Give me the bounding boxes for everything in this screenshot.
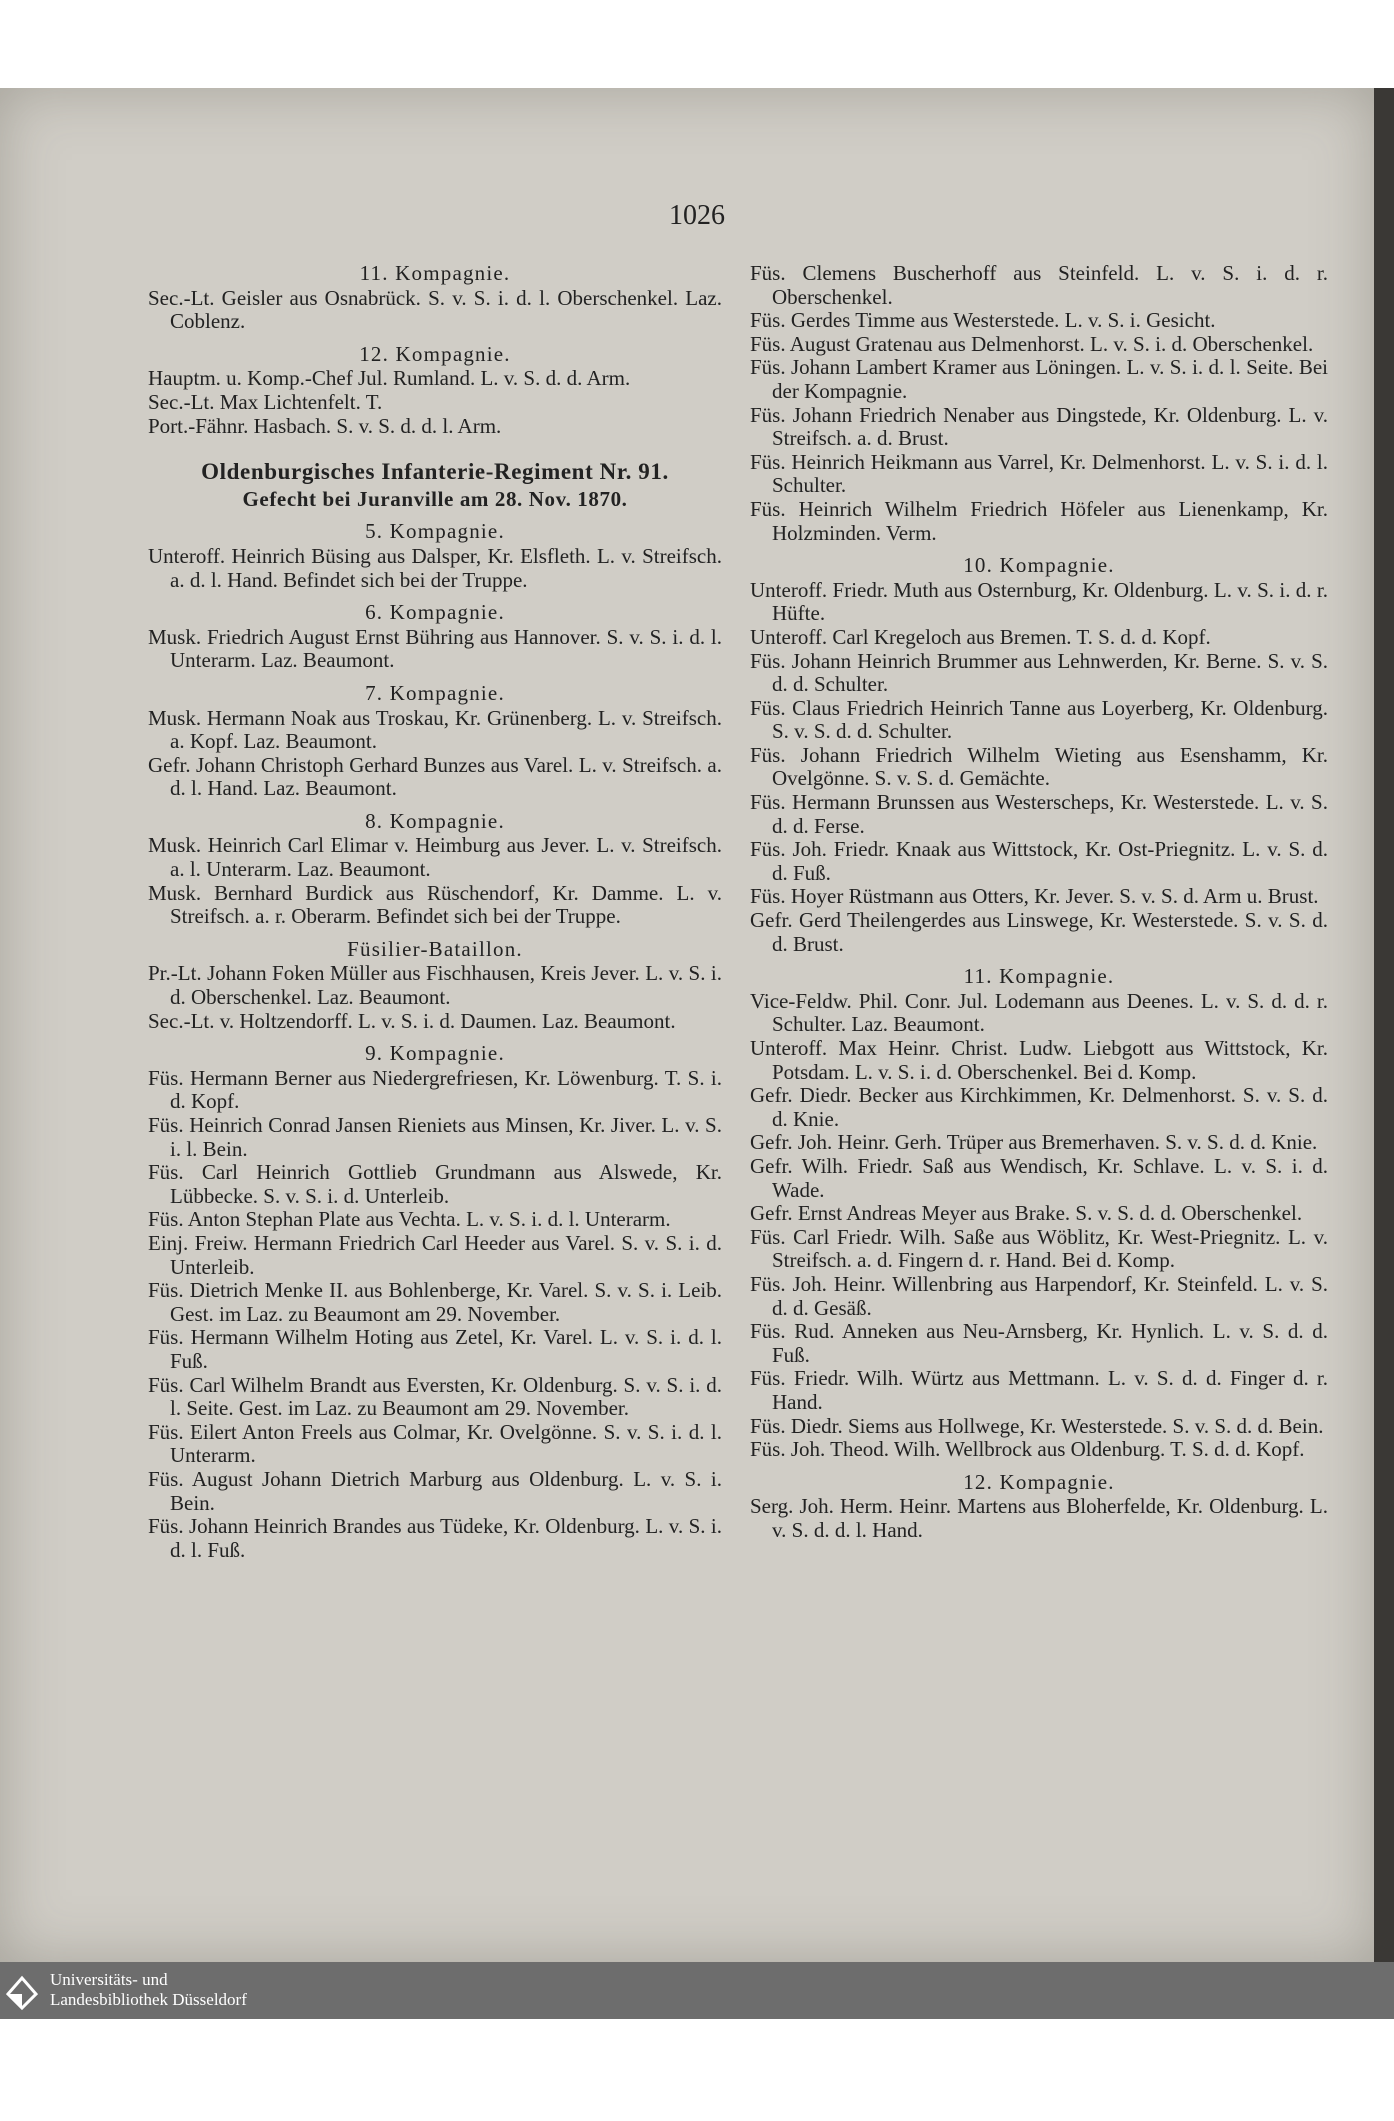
right-column [750,262,1328,1542]
casualty-entry: Füs. Johann Friedrich Wilhelm Wieting aus Esenshamm, Kr. Ovelgönne. S. v. S. d. Gemächte. [750,742,1328,791]
casualty-entry: Unteroff. Friedr. Muth aus Osternburg, Kr. Oldenburg. L. v. S. i. d. r. Hüfte. [750,577,1328,626]
company-heading: 11. Kompagnie. [359,261,511,285]
casualty-entry: Füs. Johann Friedrich Nenaber aus Dingstede, Kr. Oldenburg. L. v. Streifsch. a. d. Brust. [750,402,1328,451]
casualty-entry: Gefr. Ernst Andreas Meyer aus Brake. S. v. S. d. d. Oberschenkel. [750,1201,1303,1226]
casualty-entry: Füs. Claus Friedrich Heinrich Tanne aus Loyerberg, Kr. Oldenburg. S. v. S. d. d. Schulter. [750,695,1328,744]
casualty-entry: Gefr. Johann Christoph Gerhard Bunzes aus Varel. L. v. Streifsch. a. d. l. Hand. Laz. Beaumont. [148,752,722,801]
casualty-entry: Gefr. Diedr. Becker aus Kirchkimmen, Kr. Delmenhorst. S. v. S. d. d. Knie. [750,1083,1328,1131]
casualty-entry: Füs. Carl Heinrich Gottlieb Grundmann aus Alswede, Kr. Lübbecke. S. v. S. i. d. Unterleib. [148,1160,722,1208]
casualty-entry: Gefr. Wilh. Friedr. Saß aus Wendisch, Kr. Schlave. L. v. S. i. d. Wade. [750,1153,1328,1202]
casualty-entry: Serg. Joh. Herm. Heinr. Martens aus Bloherfelde, Kr. Oldenburg. L. v. S. d. d. l. Hand. [750,1494,1328,1542]
company-heading: Füsilier-Bataillon. [347,936,523,961]
casualty-entry: Füs. Gerdes Timme aus Westerstede. L. v. S. i. Gesicht. [750,308,1216,333]
regiment-heading: Oldenburgisches Infanterie-Regiment Nr. 91. [201,459,669,485]
casualty-entry: Sec.-Lt. v. Holtzendorff. L. v. S. i. d. Daumen. Laz. Beaumont. [148,1008,676,1033]
casualty-entry: Füs. August Gratenau aus Delmenhorst. L. v. S. i. d. Oberschenkel. [750,331,1314,356]
casualty-entry: Füs. Heinrich Heikmann aus Varrel, Kr. Delmenhorst. L. v. S. i. d. l. Schulter. [750,449,1328,498]
company-heading: 10. Kompagnie. [963,553,1115,578]
casualty-entry: Musk. Bernhard Burdick aus Rüschendorf, Kr. Damme. L. v. Streifsch. a. r. Oberarm. Befindet sich bei der Truppe. [148,880,722,929]
company-heading: 8. Kompagnie. [365,808,505,833]
company-heading: 9. Kompagnie. [365,1041,505,1066]
casualty-entry: Sec.-Lt. Max Lichtenfelt. T. [148,389,383,414]
battle-heading: Gefecht bei Juranville am 28. Nov. 1870. [242,486,628,511]
casualty-entry: Pr.-Lt. Johann Foken Müller aus Fischhausen, Kreis Jever. L. v. S. i. d. Oberschenkel. Laz. Beaumont. [148,961,722,1010]
casualty-entry: Unteroff. Carl Kregeloch aus Bremen. T. S. d. d. Kopf. [750,624,1211,649]
casualty-entry: Gefr. Gerd Theilengerdes aus Linswege, Kr. Westerstede. S. v. S. d. d. Brust. [750,908,1328,956]
library-logo-icon [4,1972,40,2010]
casualty-entry: Musk. Heinrich Carl Elimar v. Heimburg aus Jever. L. v. Streifsch. a. l. Unterarm. Laz. Beaumont. [148,833,722,882]
casualty-entry: Gefr. Joh. Heinr. Gerh. Trüper aus Bremerhaven. S. v. S. d. d. Knie. [750,1130,1318,1155]
casualty-entry: Füs. Hermann Brunssen aus Westerscheps, Kr. Westerstede. L. v. S. d. d. Ferse. [750,790,1328,838]
casualty-entry: Füs. Hoyer Rüstmann aus Otters, Kr. Jever. S. v. S. d. Arm u. Brust. [750,884,1319,909]
library-footer [0,1962,1394,2019]
casualty-entry: Füs. Carl Wilhelm Brandt aus Eversten, Kr. Oldenburg. S. v. S. i. d. l. Seite. Gest. im Laz. zu Beaumont am 29. November. [148,1372,722,1421]
casualty-entry: Füs. Eilert Anton Freels aus Colmar, Kr. Ovelgönne. S. v. S. i. d. l. Unterarm. [148,1419,722,1468]
company-heading: 5. Kompagnie. [365,519,505,544]
casualty-entry: Füs. Rud. Anneken aus Neu-Arnsberg, Kr. Hynlich. L. v. S. d. d. Fuß. [750,1319,1328,1367]
casualty-entry: Füs. Joh. Theod. Wilh. Wellbrock aus Oldenburg. T. S. d. d. Kopf. [750,1437,1305,1462]
casualty-entry: Füs. Joh. Friedr. Knaak aus Wittstock, Kr. Ost-Priegnitz. L. v. S. d. d. Fuß. [750,837,1328,885]
casualty-entry: Füs. Heinrich Wilhelm Friedrich Höfeler aus Lienenkamp, Kr. Holzminden. Verm. [750,496,1328,545]
casualty-entry: Musk. Hermann Noak aus Troskau, Kr. Grünenberg. L. v. Streifsch. a. Kopf. Laz. Beaumont. [148,705,722,754]
company-heading: 12. Kompagnie. [359,341,511,366]
casualty-entry: Unteroff. Heinrich Büsing aus Dalsper, Kr. Elsfleth. L. v. Streifsch. a. d. l. Hand. Befindet sich bei der Truppe. [148,543,722,592]
casualty-entry: Füs. Anton Stephan Plate aus Vechta. L. v. S. i. d. l. Unterarm. [148,1207,671,1232]
casualty-entry: Füs. Heinrich Conrad Jansen Rieniets aus Minsen, Kr. Jiver. L. v. S. i. l. Bein. [148,1113,722,1161]
casualty-entry: Vice-Feldw. Phil. Conr. Jul. Lodemann aus Deenes. L. v. S. d. d. r. Schulter. Laz. Beaumont. [750,988,1328,1037]
casualty-entry: Füs. Dietrich Menke II. aus Bohlenberge, Kr. Varel. S. v. S. i. Leib. Gest. im Laz. zu Beaumont am 29. November. [148,1278,722,1326]
casualty-entry: Einj. Freiw. Hermann Friedrich Carl Heeder aus Varel. S. v. S. i. d. Unterleib. [148,1230,722,1279]
library-name-line-1: Universitäts- und [50,1970,168,1989]
company-heading: 12. Kompagnie. [963,1469,1115,1494]
company-heading: 11. Kompagnie. [963,964,1115,989]
casualty-entry: Füs. Carl Friedr. Wilh. Saße aus Wöblitz, Kr. West-Priegnitz. L. v. Streifsch. a. d. Fingern d. r. Hand. Bei d. Komp. [750,1224,1328,1273]
page-edge-shadow [1374,88,1394,1962]
casualty-entry: Füs. Johann Heinrich Brummer aus Lehnwerden, Kr. Berne. S. v. S. d. d. Schulter. [750,648,1328,697]
casualty-entry: Hauptm. u. Komp.-Chef Jul. Rumland. L. v. S. d. d. Arm. [148,366,631,391]
left-column [148,262,722,1562]
casualty-entry: Musk. Friedrich August Ernst Bühring aus Hannover. S. v. S. i. d. l. Unterarm. Laz. Beaumont. [148,624,722,673]
casualty-entry: Füs. Hermann Berner aus Niedergrefriesen, Kr. Löwenburg. T. S. i. d. Kopf. [148,1065,722,1114]
casualty-entry: Füs. Hermann Wilhelm Hoting aus Zetel, Kr. Varel. L. v. S. i. d. l. Fuß. [148,1325,722,1373]
casualty-entry: Unteroff. Max Heinr. Christ. Ludw. Liebgott aus Wittstock, Kr. Potsdam. L. v. S. i. d. Oberschenkel. Bei d. Komp. [750,1036,1328,1084]
page-number: 1026 [669,200,725,231]
casualty-entry: Füs. Johann Heinrich Brandes aus Tüdeke, Kr. Oldenburg. L. v. S. i. d. l. Fuß. [148,1514,722,1562]
casualty-entry: Sec.-Lt. Geisler aus Osnabrück. S. v. S. i. d. l. Oberschenkel. Laz. Coblenz. [148,285,722,334]
casualty-entry: Füs. Johann Lambert Kramer aus Löningen. L. v. S. i. d. l. Seite. Bei der Kompagnie. [750,355,1328,403]
casualty-entry: Füs. August Johann Dietrich Marburg aus Oldenburg. L. v. S. i. Bein. [148,1466,722,1515]
casualty-entry: Füs. Friedr. Wilh. Würtz aus Mettmann. L. v. S. d. d. Finger d. r. Hand. [750,1366,1328,1414]
casualty-entry: Füs. Joh. Heinr. Willenbring aus Harpendorf, Kr. Steinfeld. L. v. S. d. d. Gesäß. [750,1271,1328,1320]
library-name-line-2: Landesbibliothek Düsseldorf [50,1990,247,2009]
company-heading: 7. Kompagnie. [365,680,505,705]
casualty-entry: Füs. Diedr. Siems aus Hollwege, Kr. Westerstede. S. v. S. d. d. Bein. [750,1413,1324,1438]
library-name [50,1970,247,2010]
company-heading: 6. Kompagnie. [365,600,505,625]
casualty-entry: Füs. Clemens Buscherhoff aus Steinfeld. L. v. S. i. d. r. Oberschenkel. [750,261,1328,309]
casualty-entry: Port.-Fähnr. Hasbach. S. v. S. d. d. l. Arm. [148,413,502,438]
